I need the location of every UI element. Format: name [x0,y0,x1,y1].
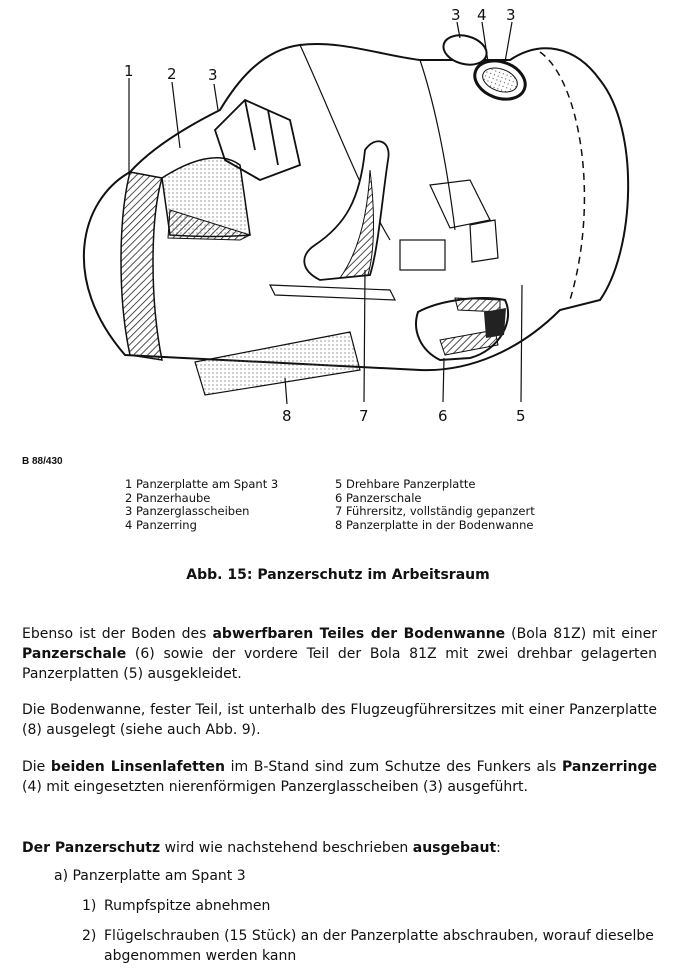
callout-7: 7 [359,407,369,425]
legend-item-2: 2 Panzerhaube [125,490,211,505]
legend-left [125,478,278,532]
armor-hood [162,158,250,240]
armor-shell [416,298,508,360]
step-2 [82,926,657,966]
text-run: im B-Stand sind zum Schutze des Funkers als [224,759,562,775]
callout-2: 2 [167,65,177,83]
text-run: (Bola 81Z) mit einer [505,626,657,642]
emphasis: abwerfbaren Teiles der Bodenwanne [212,626,506,642]
emphasis: Der Panzerschutz [22,840,161,856]
callout-3-cockpit: 3 [208,66,218,84]
legend-item-4: 4 Panzerring [125,517,197,532]
step-number: 2) [82,928,97,944]
emphasis: ausgebaut [412,840,497,856]
legend-right [335,478,535,532]
callout-6: 6 [438,407,448,425]
legend-item-3: 3 Panzerglasscheiben [125,504,250,518]
text-run: wird wie nachstehend beschrieben [160,840,413,856]
step-a: a) Panzerplatte am Spant 3 [54,868,246,884]
callout-3-lens-right: 3 [506,6,516,24]
pilot-seat [270,141,395,300]
callout-1: 1 [124,62,134,80]
legend-item-6: 6 Panzerschale [335,490,422,505]
step-text: Rumpfspitze abnehmen [104,898,271,914]
text-run: Die [22,759,51,775]
emphasis: beiden Linsenlafetten [50,759,225,775]
callout-8: 8 [282,407,292,425]
figure-reference: B 88/430 [22,456,63,467]
legend-item-5: 5 Drehbare Panzerplatte [335,477,476,491]
text-run: : [496,840,501,856]
step-number: 1) [82,898,97,914]
callout-5: 5 [516,407,526,425]
emphasis: Panzerschale [22,646,127,662]
legend-item-7: 7 Führersitz, vollständig gepanzert [335,504,535,518]
text-run: Ebenso ist der Boden des [22,626,213,642]
step-1 [82,896,657,916]
callout-3-lens-left: 3 [451,6,461,24]
emphasis: Panzerringe [561,759,657,775]
text-run: (4) mit eingesetzten nierenförmigen Panzerglasscheiben (3) ausgeführt. [22,779,528,795]
callout-4: 4 [477,6,487,24]
paragraph-bodenwanne [22,624,657,684]
armor-diagram [0,0,676,432]
legend-item-1: 1 Panzerplatte am Spant 3 [125,477,279,491]
floor-armor-plate [195,332,360,395]
paragraph-ausbau [22,838,657,858]
figure-caption: Abb. 15: Panzerschutz im Arbeitsraum [186,567,490,583]
equipment-block [400,180,498,270]
step-text: Flügelschrauben (15 Stück) an der Panzerplatte abschrauben, worauf dieselbe abgenommen werden kann [104,928,654,964]
paragraph-linsenlafetten [22,757,657,797]
text-run: (6) sowie der vordere Teil der Bola 81Z mit zwei drehbar gelagerten Panzerplatten (5) ausgekleidet. [22,646,657,682]
nose-armor-plate [121,172,162,360]
legend-item-8: 8 Panzerplatte in der Bodenwanne [335,517,534,532]
paragraph-fester-teil: Die Bodenwanne, fester Teil, ist unterhalb des Flugzeugführersitzes mit einer Panzerplatte (8) ausgelegt (siehe auch Abb. 9). [22,702,657,738]
